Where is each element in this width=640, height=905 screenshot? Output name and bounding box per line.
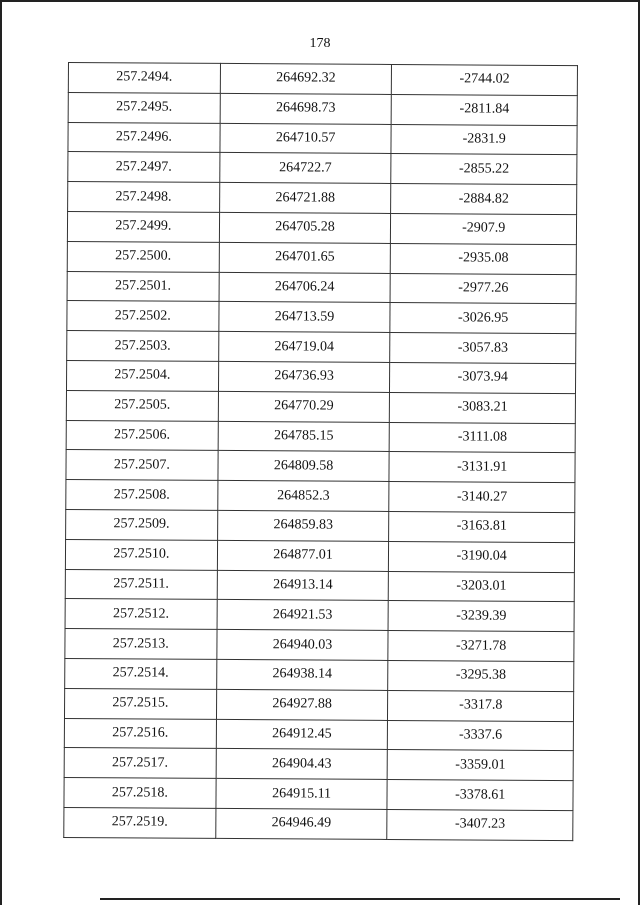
y-coordinate-cell: -3317.8 (388, 690, 574, 721)
y-coordinate-cell: -3026.95 (390, 303, 576, 334)
y-coordinate-cell: -3190.04 (389, 541, 575, 572)
x-coordinate-cell: 264915.11 (216, 779, 388, 810)
y-coordinate-cell: -3111.08 (390, 422, 576, 453)
x-coordinate-cell: 264706.24 (219, 272, 391, 303)
x-coordinate-cell: 264713.59 (219, 302, 391, 333)
table-row (68, 122, 577, 155)
point-id-cell: 257.2516. (64, 718, 216, 749)
y-coordinate-cell: -2811.84 (392, 94, 578, 125)
coordinate-table (63, 62, 578, 841)
table-row (67, 241, 576, 274)
x-coordinate-cell: 264938.14 (216, 659, 388, 690)
table-row (64, 718, 573, 751)
page-number: 178 (309, 36, 331, 51)
table-row (65, 599, 574, 632)
table-row (68, 63, 577, 96)
y-coordinate-cell: -2831.9 (391, 124, 577, 155)
y-coordinate-cell: -3073.94 (390, 362, 576, 393)
y-coordinate-cell: -2855.22 (391, 154, 577, 185)
point-id-cell: 257.2499. (67, 211, 219, 242)
x-coordinate-cell: 264701.65 (219, 242, 391, 273)
point-id-cell: 257.2503. (67, 331, 219, 362)
x-coordinate-cell: 264809.58 (218, 451, 390, 482)
y-coordinate-cell: -3131.91 (389, 452, 575, 483)
x-coordinate-cell: 264912.45 (216, 719, 388, 750)
point-id-cell: 257.2498. (68, 182, 220, 213)
x-coordinate-cell: 264785.15 (218, 421, 390, 452)
y-coordinate-cell: -3407.23 (387, 809, 573, 840)
x-coordinate-cell: 264904.43 (216, 749, 388, 780)
table-row (67, 271, 576, 304)
x-coordinate-cell: 264913.14 (217, 570, 389, 601)
point-id-cell: 257.2518. (64, 778, 216, 809)
point-id-cell: 257.2494. (68, 63, 220, 94)
y-coordinate-cell: -3057.83 (390, 333, 576, 364)
y-coordinate-cell: -3163.81 (389, 511, 575, 542)
point-id-cell: 257.2511. (65, 569, 217, 600)
y-coordinate-cell: -3140.27 (389, 482, 575, 513)
point-id-cell: 257.2502. (67, 301, 219, 332)
y-coordinate-cell: -2907.9 (391, 213, 577, 244)
point-id-cell: 257.2514. (65, 658, 217, 689)
x-coordinate-cell: 264770.29 (218, 391, 390, 422)
y-coordinate-cell: -3239.39 (388, 601, 574, 632)
table-row (65, 629, 574, 662)
table-row (67, 211, 576, 244)
point-id-cell: 257.2496. (68, 122, 220, 153)
table-row (66, 509, 575, 542)
table-row (68, 152, 577, 185)
table-row (66, 480, 575, 513)
table-row (66, 420, 575, 453)
point-id-cell: 257.2515. (64, 688, 216, 719)
y-coordinate-cell: -2884.82 (391, 184, 577, 215)
table-row (66, 360, 575, 393)
x-coordinate-cell: 264692.32 (220, 63, 392, 94)
point-id-cell: 257.2510. (65, 539, 217, 570)
x-coordinate-cell: 264721.88 (219, 183, 391, 214)
point-id-cell: 257.2497. (68, 152, 220, 183)
y-coordinate-cell: -2977.26 (390, 273, 576, 304)
point-id-cell: 257.2501. (67, 271, 219, 302)
table-row (64, 778, 573, 811)
x-coordinate-cell: 264946.49 (215, 808, 387, 839)
point-id-cell: 257.2500. (67, 241, 219, 272)
y-coordinate-cell: -2744.02 (392, 64, 578, 95)
point-id-cell: 257.2512. (65, 599, 217, 630)
x-coordinate-cell: 264927.88 (216, 689, 388, 720)
point-id-cell: 257.2505. (66, 390, 218, 421)
x-coordinate-cell: 264722.7 (219, 153, 391, 184)
x-coordinate-cell: 264940.03 (217, 630, 389, 661)
x-coordinate-cell: 264705.28 (219, 212, 391, 243)
y-coordinate-cell: -3271.78 (388, 631, 574, 662)
point-id-cell: 257.2506. (66, 420, 218, 451)
table-row (65, 658, 574, 691)
x-coordinate-cell: 264710.57 (220, 123, 392, 154)
table-row (68, 182, 577, 215)
point-id-cell: 257.2509. (66, 509, 218, 540)
table-row (66, 450, 575, 483)
y-coordinate-cell: -3359.01 (388, 750, 574, 781)
table-row (68, 92, 577, 125)
point-id-cell: 257.2513. (65, 629, 217, 660)
table-row (65, 569, 574, 602)
x-coordinate-cell: 264736.93 (218, 361, 390, 392)
point-id-cell: 257.2495. (68, 92, 220, 123)
table-row (64, 688, 573, 721)
table-row (64, 807, 573, 840)
table-row (67, 331, 576, 364)
table-row (64, 748, 573, 781)
point-id-cell: 257.2517. (64, 748, 216, 779)
point-id-cell: 257.2519. (64, 807, 216, 838)
point-id-cell: 257.2508. (66, 480, 218, 511)
bottom-rule (100, 898, 620, 900)
x-coordinate-cell: 264859.83 (217, 510, 389, 541)
y-coordinate-cell: -3337.6 (388, 720, 574, 751)
table-row (66, 390, 575, 423)
y-coordinate-cell: -3083.21 (390, 392, 576, 423)
point-id-cell: 257.2507. (66, 450, 218, 481)
x-coordinate-cell: 264698.73 (220, 93, 392, 124)
y-coordinate-cell: -2935.08 (391, 243, 577, 274)
coordinate-table-body (64, 63, 578, 841)
x-coordinate-cell: 264877.01 (217, 540, 389, 571)
x-coordinate-cell: 264852.3 (217, 481, 389, 512)
y-coordinate-cell: -3295.38 (388, 660, 574, 691)
x-coordinate-cell: 264921.53 (217, 600, 389, 631)
table-row (65, 539, 574, 572)
point-id-cell: 257.2504. (66, 360, 218, 391)
table-row (67, 301, 576, 334)
x-coordinate-cell: 264719.04 (218, 332, 390, 363)
y-coordinate-cell: -3378.61 (387, 780, 573, 811)
y-coordinate-cell: -3203.01 (389, 571, 575, 602)
